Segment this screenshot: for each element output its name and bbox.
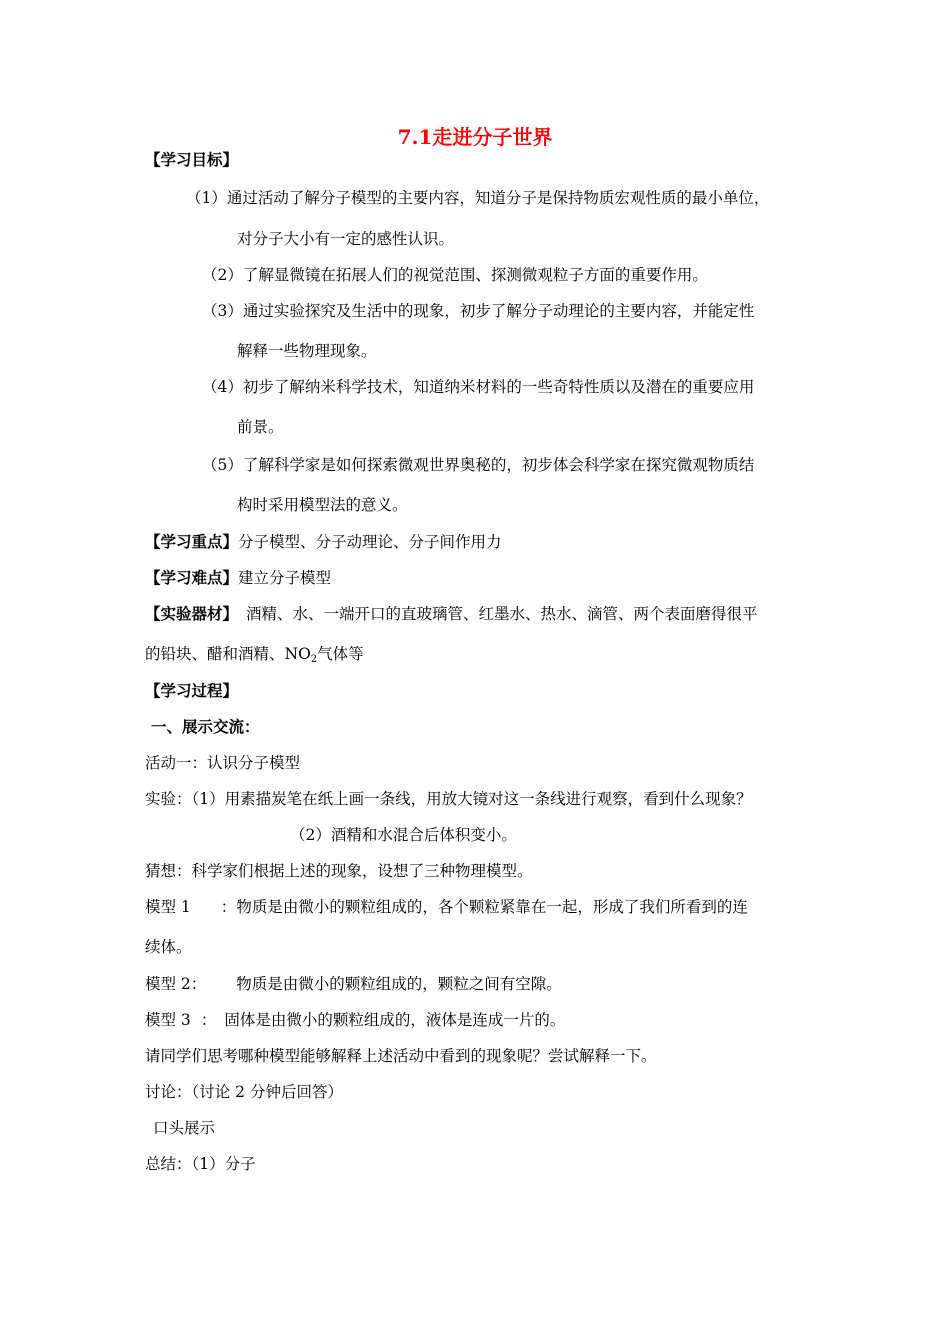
objective-3-continuation: 解释一些物理现象。 [237,342,377,360]
difficulty-line [145,568,331,588]
objective-text: 通过实验探究及生活中的现象，初步了解分子动理论的主要内容，并能定性 [242,302,755,320]
experiment-2: （2）酒精和水混合后体积变小。 [290,826,517,844]
objective-1 [186,188,769,208]
objective-number: （2） [202,266,243,284]
objective-1-continuation: 对分子大小有一定的感性认识。 [237,230,455,248]
model-1 [145,897,748,917]
objective-2 [202,265,708,285]
model-2-label: 模型 2： [145,975,207,993]
objective-number: （4） [202,378,243,396]
objectives-heading: 【学习目标】 [145,150,239,169]
equipment-text-pre: 的铅块、醋和酒精、NO [145,645,311,663]
experiment-line [145,789,752,809]
guess-text: 猜想：科学家们根据上述的现象，设想了三种物理模型。 [145,862,533,880]
equipment-label: 【实验器材】 [145,604,239,623]
objective-4-continuation: 前景。 [237,418,284,436]
model-3-text: 固体是由微小的颗粒组成的，液体是连成一片的。 [224,1011,566,1029]
model-3-separator: ： [200,1011,217,1029]
objective-text: 了解显微镜在拓展人们的视觉范围、探测微观粒子方面的重要作用。 [242,266,708,284]
section-heading: 一、展示交流： [151,717,260,736]
equipment-text-post: 气体等 [317,645,364,663]
equipment-subscript: 2 [310,654,318,665]
model-3-label: 模型 3 [145,1011,191,1029]
equipment-continuation [145,644,364,664]
experiment-label: 实验： [145,790,192,808]
difficulty-label: 【学习难点】 [145,568,239,587]
summary-text: 总结：（1）分子 [145,1155,256,1173]
objective-number: （5） [202,456,243,474]
objective-text: 通过活动了解分子模型的主要内容，知道分子是保持物质宏观性质的最小单位， [226,189,770,207]
discussion-text: 讨论：（讨论 2 分钟后回答） [145,1083,343,1101]
key-points-text: 分子模型、分子动理论、分子间作用力 [238,533,502,551]
equipment-text: 酒精、水、一端开口的直玻璃管、红墨水、热水、滴管、两个表面磨得很平 [246,605,758,623]
process-heading: 【学习过程】 [145,681,239,700]
model-2-text: 物质是由微小的颗粒组成的，颗粒之间有空隙。 [236,975,562,993]
activity-title: 活动一：认识分子模型 [145,754,301,772]
difficulty-text: 建立分子模型 [238,569,332,587]
experiment-1: （1）用素描炭笔在纸上画一条线，用放大镜对这一条线进行观察，看到什么现象？ [191,790,752,808]
objective-3 [202,301,754,321]
key-points-line [145,532,502,552]
model-1-separator: ： [220,898,237,916]
objective-number: （1） [186,189,227,207]
model-1-text: 物质是由微小的颗粒组成的，各个颗粒紧靠在一起，形成了我们所看到的连 [236,898,748,916]
page-title: 7.1走进分子世界 [397,125,553,149]
objective-text: 初步了解纳米科学技术，知道纳米材料的一些奇特性质以及潜在的重要应用 [242,378,755,396]
equipment-line [145,604,758,624]
objective-5 [202,455,754,475]
objective-text: 了解科学家是如何探索微观世界奥秘的，初步体会科学家在探究微观物质结 [242,456,755,474]
objective-5-continuation: 构时采用模型法的意义。 [237,496,408,514]
model-2 [145,974,562,994]
objective-4 [202,377,754,397]
oral-presentation-text: 口头展示 [153,1119,216,1137]
model-1-label: 模型 1 [145,898,191,916]
model-3 [145,1010,565,1030]
question-text: 请同学们思考哪种模型能够解释上述活动中看到的现象呢？尝试解释一下。 [145,1047,657,1065]
model-1-continuation: 续体。 [145,938,192,956]
key-points-label: 【学习重点】 [145,532,239,551]
objective-number: （3） [202,302,243,320]
